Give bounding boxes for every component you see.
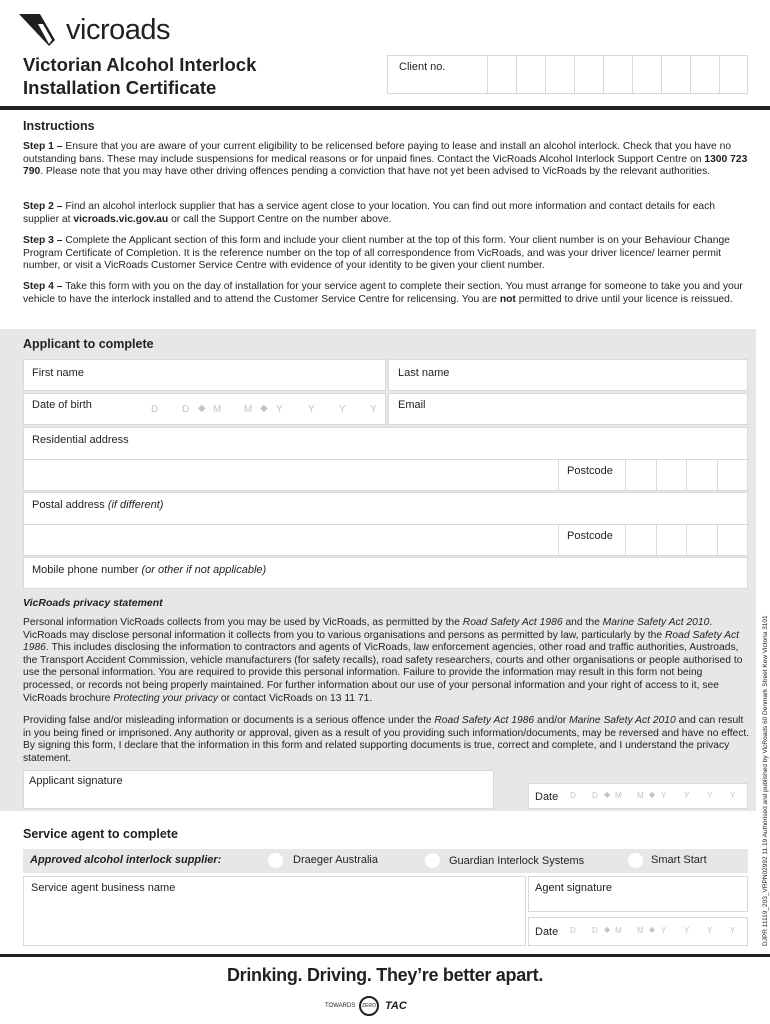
first-name-label: First name bbox=[32, 367, 84, 379]
business-name-field[interactable] bbox=[23, 876, 526, 946]
service-heading: Service agent to complete bbox=[23, 827, 178, 841]
agent-date-d2: D bbox=[592, 926, 598, 935]
step-4: Step 4 – Take this form with you on the day of installation for your service agent to complete their section. You must arrange for someone to take you and your vehicle to have the interlock installed and to attend the Customer Service Centre for relicensing. You are not permitted to drive until your licence is reissued. bbox=[23, 281, 743, 305]
client-no-box[interactable] bbox=[387, 55, 748, 94]
agent-date-field[interactable] bbox=[528, 917, 748, 946]
dob-y2: Y bbox=[308, 404, 315, 415]
step-1: Step 1 – Ensure that you are aware of your current eligibility to be relicensed before paying to lease and install an alcohol interlock. Check that you have no outstanding bans. These may include suspensions for medical reasons or for unpaid fines. Contact the VicRoads Alcohol Interlock Support Centre on 1300 723 790. Please note that you may have other driving offences pending a conviction that have not yet been advised to VicRoads by the relevant authorities. bbox=[23, 141, 748, 178]
page-title bbox=[23, 53, 256, 99]
postcode-label: Postcode bbox=[567, 465, 613, 477]
towards-text: TOWARDS bbox=[325, 1003, 356, 1009]
agent-date-m1: M bbox=[615, 926, 622, 935]
title-line-2: Installation Certificate bbox=[23, 77, 217, 98]
applicant-signature-field[interactable] bbox=[23, 770, 494, 809]
option-smart-start: Smart Start bbox=[651, 854, 707, 866]
applicant-heading: Applicant to complete bbox=[23, 337, 154, 351]
agent-date-label: Date bbox=[535, 926, 559, 938]
client-no-label: Client no. bbox=[399, 61, 446, 73]
radio-draeger[interactable] bbox=[268, 853, 283, 868]
dob-sep-1: ◆ bbox=[198, 403, 206, 414]
client-no-cells[interactable] bbox=[487, 56, 748, 93]
residential-address-field[interactable] bbox=[23, 427, 748, 491]
last-name-field[interactable] bbox=[388, 359, 748, 391]
applicant-date-y2: Y bbox=[684, 791, 690, 800]
applicant-date-m1: M bbox=[615, 791, 622, 800]
mobile-phone-label: Mobile phone number (or other if not applicable) bbox=[32, 564, 267, 576]
supplier-row bbox=[23, 849, 748, 873]
agent-date-y4: Y bbox=[730, 926, 736, 935]
postal-address-field[interactable] bbox=[23, 492, 748, 556]
dob-field[interactable] bbox=[23, 393, 386, 425]
postcode-divider bbox=[558, 459, 559, 490]
applicant-date-d2: D bbox=[592, 791, 598, 800]
radio-smart-start[interactable] bbox=[628, 853, 643, 868]
postal-address-label: Postal address (if different) bbox=[32, 499, 164, 511]
applicant-date-field[interactable] bbox=[528, 783, 748, 809]
business-name-label: Service agent business name bbox=[31, 882, 176, 894]
agent-date-y2: Y bbox=[684, 926, 690, 935]
option-guardian: Guardian Interlock Systems bbox=[449, 855, 585, 867]
email-field[interactable] bbox=[388, 393, 748, 425]
agent-date-d1: D bbox=[570, 926, 576, 935]
option-draeger: Draeger Australia bbox=[293, 854, 378, 866]
instructions-heading: Instructions bbox=[23, 119, 95, 133]
zero-text: ZERO bbox=[362, 1003, 376, 1009]
applicant-date-sep-2: ◆ bbox=[649, 790, 656, 799]
mobile-phone-field[interactable] bbox=[23, 557, 748, 589]
vicroads-logo-icon bbox=[18, 10, 66, 50]
applicant-date-m2: M bbox=[637, 791, 644, 800]
dob-sep-2: ◆ bbox=[260, 403, 268, 414]
agent-date-sep-1: ◆ bbox=[604, 925, 611, 934]
postcode2-cells[interactable] bbox=[625, 524, 747, 555]
title-line-1: Victorian Alcohol Interlock bbox=[23, 54, 257, 75]
applicant-signature-label: Applicant signature bbox=[29, 775, 123, 787]
applicant-date-y1: Y bbox=[661, 791, 667, 800]
dob-label: Date of birth bbox=[32, 399, 92, 411]
side-note: DJPR 11119_203_VRPN02992 11.19 Authorised and published by VicRoads 60 Denmark Street Kew Victoria 3101 bbox=[762, 615, 769, 946]
applicant-date-sep-1: ◆ bbox=[604, 790, 611, 799]
agent-date-sep-2: ◆ bbox=[649, 925, 656, 934]
applicant-date-d1: D bbox=[570, 791, 576, 800]
agent-date-y3: Y bbox=[707, 926, 713, 935]
dob-y4: Y bbox=[370, 404, 377, 415]
tac-text: TAC bbox=[385, 1000, 407, 1012]
dob-d2: D bbox=[182, 404, 190, 415]
agent-signature-label: Agent signature bbox=[535, 882, 613, 894]
dob-y1: Y bbox=[276, 404, 283, 415]
email-label: Email bbox=[398, 399, 426, 411]
step-3: Step 3 – Complete the Applicant section of this form and include your client number at the top of this form. Your client number is on your Behaviour Change Program Certificate of Completion. It is the reference number on the top of all correspondence from VicRoads, and was your driver licence/ learner permit number, or visit a VicRoads Customer Service Centre with evidence of your identity to be given your client number. bbox=[23, 235, 730, 272]
supplier-label: Approved alcohol interlock supplier: bbox=[30, 854, 222, 866]
applicant-date-label: Date bbox=[535, 791, 559, 803]
header-rule bbox=[0, 106, 770, 110]
first-name-field[interactable] bbox=[23, 359, 386, 391]
postcode2-label: Postcode bbox=[567, 530, 613, 542]
postcode-cells[interactable] bbox=[625, 459, 747, 490]
footer-rule bbox=[0, 954, 770, 957]
radio-guardian[interactable] bbox=[425, 853, 440, 868]
applicant-date-y4: Y bbox=[730, 791, 736, 800]
dob-m1: M bbox=[213, 404, 222, 415]
applicant-date-y3: Y bbox=[707, 791, 713, 800]
privacy-paragraph-1: Personal information VicRoads collects from you may be used by VicRoads, as permitted by the Road Safety Act 1986 and the Marine Safety Act 2010. VicRoads may disclose personal information it collects from you to various organisations and persons as permitted by law, particularly by the Road Safety Act 1986. This includes disclosing the information to contractors and agents of VicRoads, law enforcement agencies, other road and traffic authorities, Austroads, the Transport Accident Commission, vehicle manufacturers (for safety recalls), road safety researchers, courts and other organisations or people authorised to use the personal information. You are required to provide this personal information. Failure to provide the information may result in this form not being processed, or records not being properly maintained. For further information about our use of your personal information and your right of access to it, see VicRoads brochure Protecting your privacy or contact VicRoads on 13 11 71. bbox=[23, 617, 743, 704]
last-name-label: Last name bbox=[398, 367, 450, 379]
agent-signature-field[interactable] bbox=[528, 876, 748, 912]
privacy-paragraph-2: Providing false and/or misleading information or documents is a serious offence under the Road Safety Act 1986 and/or Marine Safety Act 2010 and can result in you being fined or imprisoned. Any authority or approval, given as a result of you providing such information/documents, may be reversed and have no effect. By signing this form, I declare that the information in this form and related supporting documents is true, correct and complete, and I understand the privacy statement. bbox=[23, 715, 750, 764]
dob-m2: M bbox=[244, 404, 253, 415]
logo-text: vicroads bbox=[66, 14, 170, 46]
footer-slogan: Drinking. Driving. They’re better apart. bbox=[226, 965, 544, 985]
step-2: Step 2 – Find an alcohol interlock supplier that has a service agent close to your location. You can find out more information and contact details for each supplier at vicroads.vic.gov.au or call the Support Centre on the number above. bbox=[23, 201, 716, 225]
towards-zero-tac-logo bbox=[325, 996, 445, 1018]
agent-date-y1: Y bbox=[661, 926, 667, 935]
dob-y3: Y bbox=[339, 404, 346, 415]
residential-address-label: Residential address bbox=[32, 434, 129, 446]
dob-d1: D bbox=[151, 404, 159, 415]
privacy-heading: VicRoads privacy statement bbox=[23, 597, 163, 609]
agent-date-m2: M bbox=[637, 926, 644, 935]
postcode2-divider bbox=[558, 524, 559, 555]
vicroads-logo bbox=[18, 10, 188, 50]
